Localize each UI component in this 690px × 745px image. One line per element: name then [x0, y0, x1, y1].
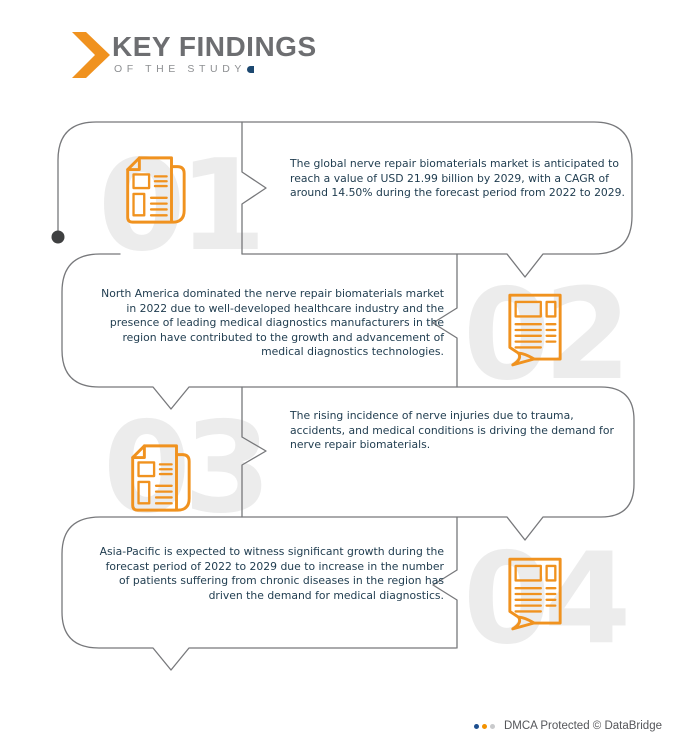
finding-2-number: 02: [463, 261, 625, 408]
footer-dot-gray: [490, 724, 495, 729]
footer-dots-icon: [474, 724, 495, 729]
newspaper-page-curl-icon: [505, 291, 565, 369]
page-title: KEY FINDINGS: [112, 31, 317, 62]
finding-2-text: North America dominated the nerve repair biomaterials market in 2022 due to well-developed healthcare industry and the presence of leading medical diagnostics manufacturers in the region have contributed to the growth and advancement of medical diagnostics technologies.: [101, 287, 444, 359]
finding-3-text: The rising incidence of nerve injuries due to trauma, accidents, and medical conditions is driving the demand for nerve repair biomaterials.: [290, 409, 614, 452]
finding-4-text: Asia-Pacific is expected to witness significant growth during the forecast period of 2022 to 2029 due to increase in the number of patients suffering from chronic diseases in the region has driven the demand for medical diagnostics.: [99, 545, 444, 602]
newspaper-folded-corner-icon: [116, 153, 190, 227]
footer-dot-orange: [482, 724, 487, 729]
timeline-end-dot: [52, 231, 65, 244]
page-subtitle-text: OF THE STUDY: [114, 63, 247, 75]
footer-dot-blue: [474, 724, 479, 729]
divider-3-chevron-right: [242, 387, 266, 517]
divider-1-chevron-right: [242, 122, 266, 254]
finding-4-number: 04: [463, 525, 625, 672]
footer: [474, 720, 662, 732]
finding-1-number: 01: [98, 132, 260, 279]
newspaper-folded-corner-icon: [121, 441, 195, 515]
newspaper-page-curl-icon: [505, 555, 565, 633]
finding-1-text: The global nerve repair biomaterials market is anticipated to reach a value of USD 21.99 billion by 2029, with a CAGR of around 14.50% during the forecast period from 2022 to 2029.: [290, 157, 625, 200]
dmca-protected-label: DMCA Protected © DataBridge: [503, 720, 662, 732]
finding-3-number: 03: [103, 394, 265, 541]
